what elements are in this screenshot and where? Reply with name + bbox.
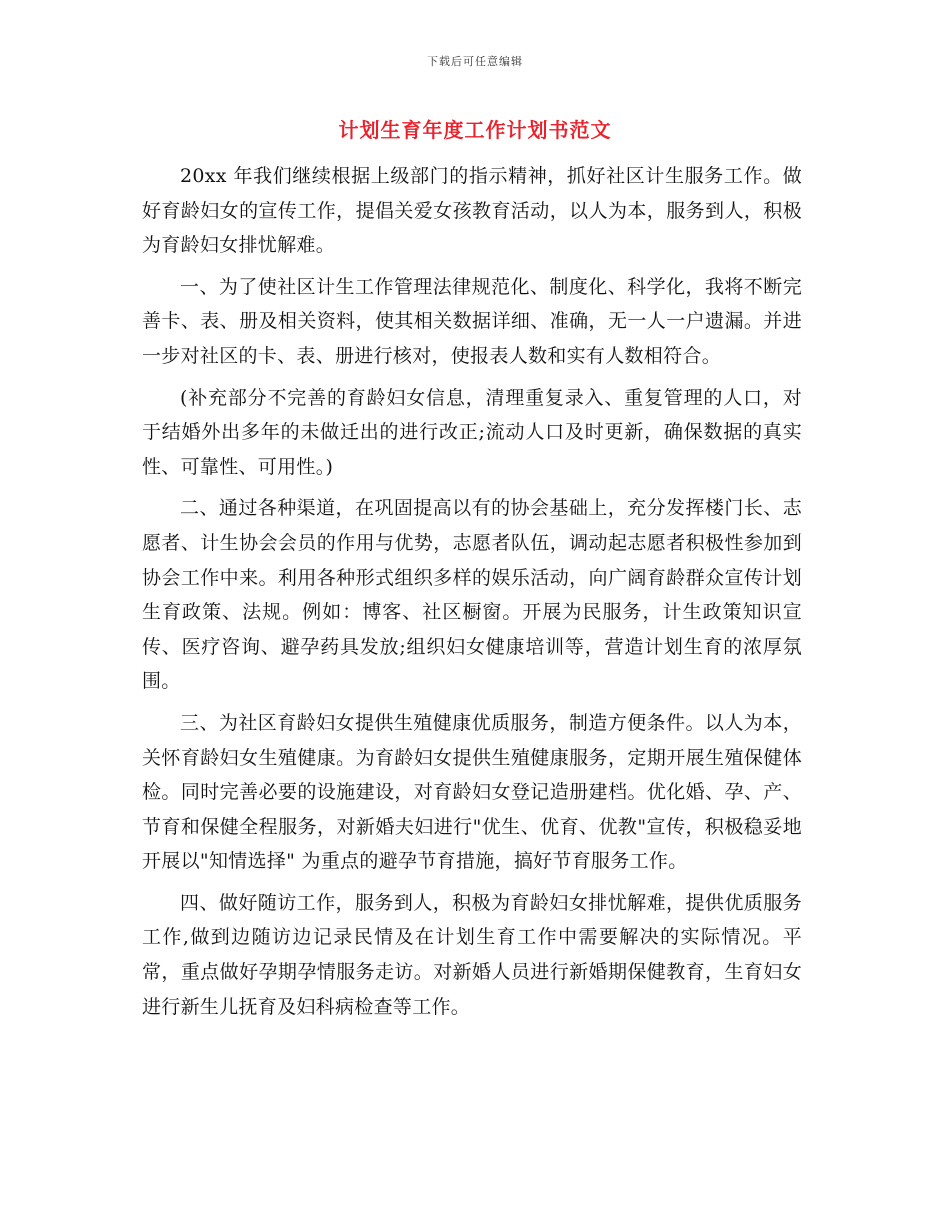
paragraph-section-2: 二、通过各种渠道，在巩固提高以有的协会基础上，充分发挥楼门长、志愿者、计生协会会员的作用与优势，志愿者队伍，调动起志愿者积极性参加到协会工作中来。利用各种形式组织多样的娱乐活动，向广阔育龄群众宣传计划生育政策、法规。例如：博客、社区橱窗。开展为民服务，计生政策知识宣传、医疗咨询、避孕药具发放;组织妇女健康培训等，营造计划生育的浓厚氛围。 xyxy=(142,497,802,693)
paragraph-section-1-supplement: (补充部分不完善的育龄妇女信息，清理重复录入、重复管理的人口，对于结婚外出多年的未做迁出的进行改正;流动人口及时更新，确保数据的真实性、可靠性、可用性。) xyxy=(142,386,802,478)
paragraph-intro: 20xx 年我们继续根据上级部门的指示精神，抓好社区计生服务工作。做好育龄妇女的宣传工作，提倡关爱女孩教育活动，以人为本，服务到人，积极为育龄妇女排忧解难。 xyxy=(142,165,802,257)
document-title: 计划生育年度工作计划书范文 xyxy=(338,118,612,142)
header-note: 下载后可任意编辑 xyxy=(427,55,523,68)
paragraph-section-1: 一、为了使社区计生工作管理法律规范化、制度化、科学化，我将不断完善卡、表、册及相关资料，使其相关数据详细、准确，无一人一户遗漏。并进一步对社区的卡、表、册进行核对，使报表人数和实有人数相符合。 xyxy=(142,275,802,367)
document-body xyxy=(142,159,802,1031)
paragraph-section-4: 四、做好随访工作，服务到人，积极为育龄妇女排忧解难，提供优质服务工作,做到边随访边记录民情及在计划生育工作中需要解决的实际情况。平常，重点做好孕期孕情服务走访。对新婚人员进行新婚期保健教育，生育妇女进行新生儿抚育及妇科病检查等工作。 xyxy=(142,891,802,1018)
paragraph-section-3: 三、为社区育龄妇女提供生殖健康优质服务，制造方便条件。以人为本，关怀育龄妇女生殖健康。为育龄妇女提供生殖健康服务，定期开展生殖保健体检。同时完善必要的设施建设，对育龄妇女登记造册建档。优化婚、孕、产、节育和保健全程服务，对新婚夫妇进行"优生、优育、优教"宣传，积极稳妥地开展以"知情选择" 为重点的避孕节育措施，搞好节育服务工作。 xyxy=(142,711,802,873)
